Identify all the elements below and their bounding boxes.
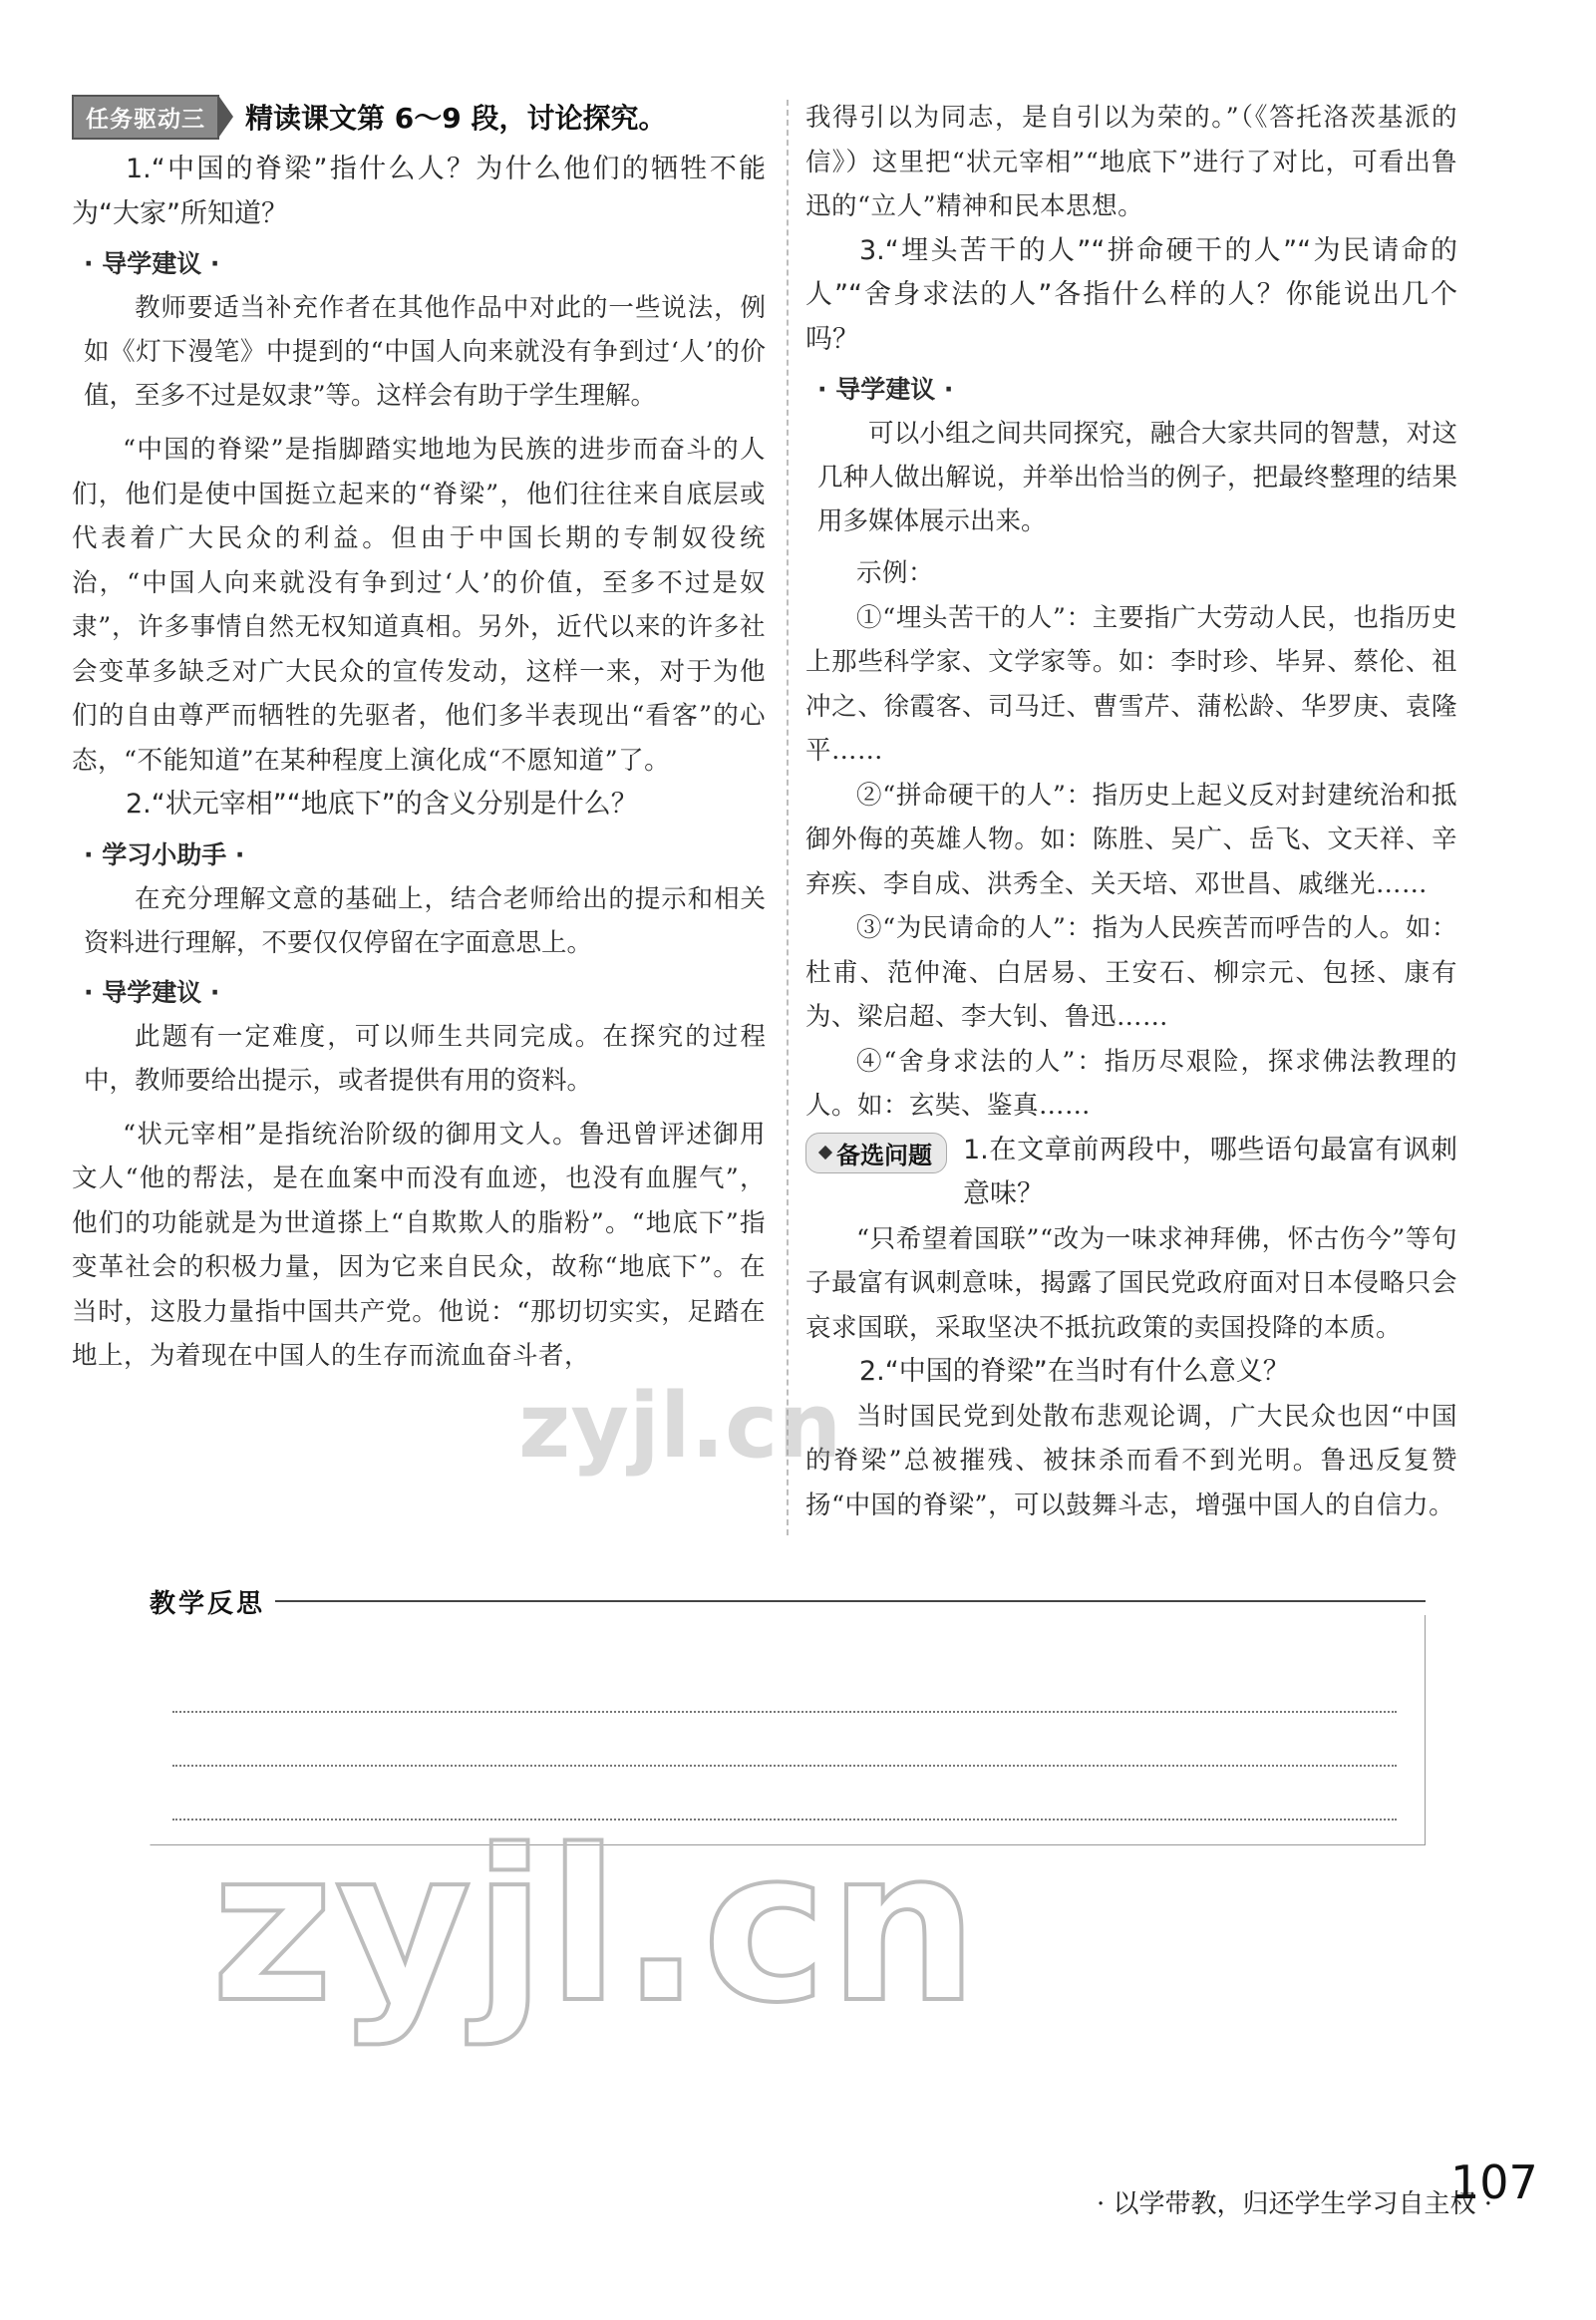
right-column	[805, 96, 1457, 1527]
example-3: ③“为民请命的人”：指为人民疾苦而呼告的人。如：杜甫、范仲淹、白居易、王安石、柳宗元、包拯、康有为、梁启超、李大钊、鲁迅……	[805, 913, 1457, 1032]
example-1: ①“埋头苦干的人”：主要指广大劳动人民，也指历史上那些科学家、文学家等。如：李时珍、毕昇、蔡伦、祖冲之、徐霞客、司马迁、曹雪芹、蒲松龄、华罗庚、袁隆平……	[805, 602, 1457, 766]
example-4: ④“舍身求法的人”：指历尽艰险，探求佛法教理的人。如：玄奘、鉴真……	[805, 1046, 1457, 1121]
task-title: 精读课文第 6～9 段，讨论探究。	[245, 102, 667, 135]
task-badge: 任务驱动三	[72, 95, 219, 140]
answer-2: “状元宰相”是指统治阶级的御用文人。鲁迅曾评述御用文人“他的帮法，是在血案中而没有血迹，也没有血腥气”，他们的功能就是为世道搽上“自欺欺人的脂粉”。“地底下”指变革社会的积极力量，因为它来自民众，故称“地底下”。在当时，这股力量指中国共产党。他说：“那切切实实，足踏在地上，为着现在中国人的生存而流血奋斗者，	[72, 1119, 766, 1371]
backup-question-1-row	[805, 1129, 1457, 1217]
writing-line	[172, 1711, 1397, 1713]
backup-badge-label: 备选问题	[836, 1141, 932, 1169]
example-2: ②“拼命硬干的人”：指历史上起义反对封建统治和抵御外侮的英雄人物。如：陈胜、吴广、岳飞、文天祥、辛弃疾、李自成、洪秀全、关天培、邓世昌、戚继光……	[805, 780, 1457, 899]
guide-note-text-3: 可以小组之间共同探究，融合大家共同的智慧，对这几种人做出解说，并举出恰当的例子，把最终整理的结果用多媒体展示出来。	[817, 419, 1457, 536]
guide-note-label-1: · 导学建议 ·	[84, 249, 220, 278]
backup-questions-badge	[805, 1133, 947, 1173]
answer-1: “中国的脊梁”是指脚踏实地地为民族的进步而奋斗的人们，他们是使中国挺立起来的“脊梁”，他们往往来自底层或代表着广大民众的利益。但由于中国长期的专制奴役统治，“中国人向来就没有争到过‘人’的价值，至多不过是奴隶”，许多事情自然无权知道真相。另外，近代以来的许多社会变革多缺乏对广大民众的宣传发动，这样一来，对于为他们的自由尊严而牺牲的先驱者，他们多半表现出“看客”的心态，“不能知道”在某种程度上演化成“不愿知道”了。	[72, 435, 766, 776]
backup-answer-1: “只希望着国联”“改为一味求神拜佛，怀古伤今”等句子最富有讽刺意味，揭露了国民党政府面对日本侵略只会哀求国联，采取坚决不抵抗政策的卖国投降的本质。	[805, 1223, 1457, 1343]
footer-motto: · 以学带教，归还学生学习自主权 ·	[1097, 2189, 1493, 2219]
backup-answer-2: 当时国民党到处散布悲观论调，广大民众也因“中国的脊梁”总被摧残、被抹杀而看不到光明。鲁迅反复赞扬“中国的脊梁”，可以鼓舞斗志，增强中国人的自信力。	[805, 1401, 1457, 1520]
guide-note-label-3: · 导学建议 ·	[817, 375, 954, 404]
backup-question-1: 1.在文章前两段中，哪些语句最富有讽刺意味？	[963, 1134, 1457, 1209]
question-1: 1.“中国的脊梁”指什么人？为什么他们的牺牲不能为“大家”所知道？	[72, 154, 766, 229]
reflection-title: 教学反思	[150, 1588, 266, 1619]
backup-question-2: 2.“中国的脊梁”在当时有什么意义？	[859, 1356, 1290, 1387]
example-label: 示例：	[856, 558, 935, 588]
diamond-icon	[818, 1146, 832, 1160]
left-column	[72, 96, 766, 1379]
reflection-rule	[275, 1600, 1426, 1602]
answer-2-continued: 我得引以为同志，是自引以为荣的。”（《答托洛茨基派的信》）这里把“状元宰相”“地底下”进行了对比，可看出鲁迅的“立人”精神和民本思想。	[805, 103, 1457, 221]
helper-note-label: · 学习小助手 ·	[84, 839, 245, 869]
guide-note-label-2: · 导学建议 ·	[84, 977, 220, 1007]
watermark-small: zyjl.cn	[518, 1374, 842, 1479]
question-3: 3.“埋头苦干的人”“拼命硬干的人”“为民请命的人”“舍身求法的人”各指什么样的人？你能说出几个吗？	[805, 234, 1457, 355]
task-arrow-icon	[219, 97, 233, 137]
helper-note-text: 在充分理解文意的基础上，结合老师给出的提示和相关资料进行理解，不要仅仅停留在字面意思上。	[84, 883, 766, 958]
question-2: 2.“状元宰相”“地底下”的含义分别是什么？	[126, 789, 638, 820]
task-header	[72, 96, 766, 138]
guide-note-text-2: 此题有一定难度，可以师生共同完成。在探究的过程中，教师要给出提示，或者提供有用的资料。	[84, 1021, 766, 1096]
watermark: zyjl.cn	[211, 1805, 980, 2049]
page-number: 107	[1450, 2155, 1538, 2209]
reflection-header	[150, 1585, 1426, 1617]
guide-note-text-1: 教师要适当补充作者在其他作品中对此的一些说法，例如《灯下漫笔》中提到的“中国人向来就没有争到过‘人’的价值，至多不过是奴隶”等。这样会有助于学生理解。	[84, 293, 766, 411]
writing-line	[172, 1765, 1397, 1767]
column-divider	[787, 100, 789, 1535]
